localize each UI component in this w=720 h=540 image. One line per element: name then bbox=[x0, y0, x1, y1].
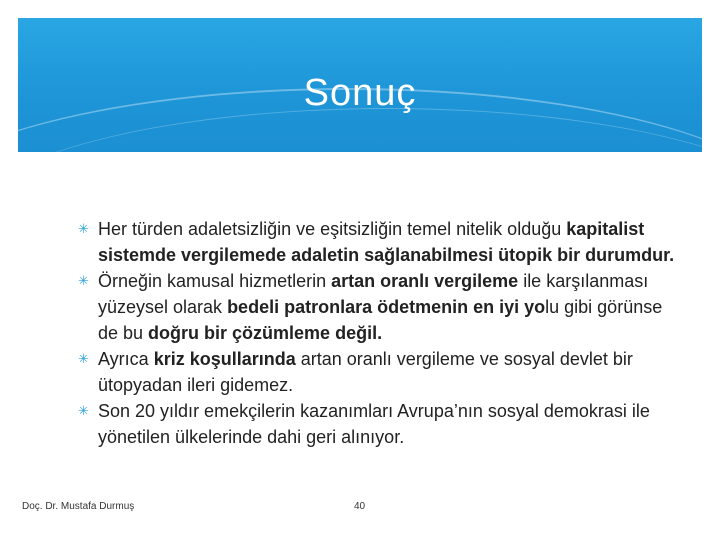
slide-title: Sonuç bbox=[303, 72, 417, 114]
bullet-text: ile karşılanması yüzeysel olarak bbox=[98, 271, 649, 317]
bullet-bold-text: kapitalist sistemde vergilemede adaletin sağlanabilmesi ütopik bir durumdur. bbox=[98, 219, 675, 265]
asterisk-bullet-icon: ✳ bbox=[78, 221, 89, 236]
list-item bbox=[78, 346, 678, 398]
page-number: 40 bbox=[354, 501, 366, 512]
bullet-bold-text: bedeli patronlara ödetmenin en iyi yo bbox=[227, 297, 546, 317]
list-item bbox=[78, 268, 678, 346]
asterisk-bullet-icon: ✳ bbox=[78, 351, 89, 366]
bullet-text: Her türden adaletsizliğin ve eşitsizliğin temel nitelik olduğu bbox=[98, 219, 567, 239]
list-item bbox=[78, 216, 678, 268]
asterisk-bullet-icon: ✳ bbox=[78, 403, 89, 418]
bullet-text: lu gibi görünse de bu bbox=[98, 297, 663, 343]
bullet-text: Ayrıca bbox=[98, 349, 154, 369]
bullet-text: Son 20 yıldır emekçilerin kazanımları Avrupa’nın sosyal demokrasi ile yönetilen ülkelerinde dahi geri alınıyor. bbox=[98, 401, 650, 447]
bullet-list bbox=[78, 216, 678, 450]
title-banner bbox=[18, 18, 702, 152]
bullet-bold-text: artan oranlı vergileme bbox=[331, 271, 519, 291]
bullet-bold-text: kriz koşullarında bbox=[153, 349, 296, 369]
bullet-bold-text: doğru bir çözümleme değil. bbox=[148, 323, 383, 343]
asterisk-bullet-icon: ✳ bbox=[78, 273, 89, 288]
bullet-text: artan oranlı vergileme ve sosyal devlet bir ütopyadan ileri gidemez. bbox=[98, 349, 633, 395]
list-item bbox=[78, 398, 678, 450]
bullet-text: Örneğin kamusal hizmetlerin bbox=[98, 271, 332, 291]
footer-author: Doç. Dr. Mustafa Durmuş bbox=[22, 501, 135, 512]
